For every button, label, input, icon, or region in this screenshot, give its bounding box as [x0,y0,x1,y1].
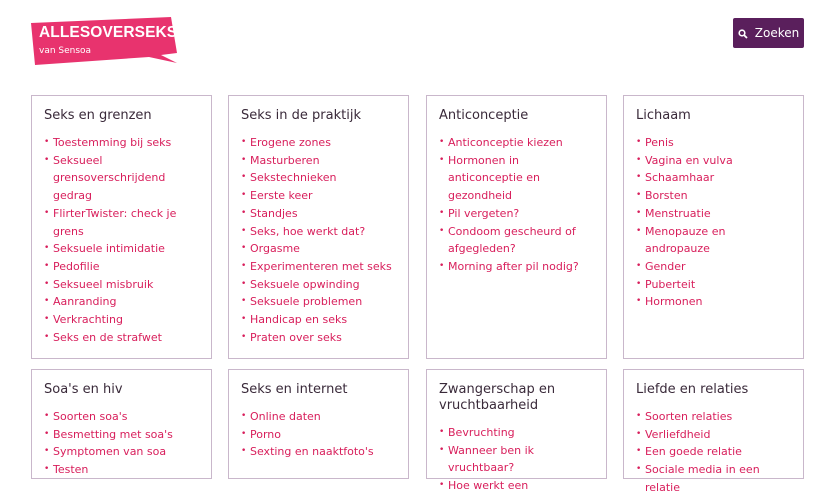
search-button-label: Zoeken [754,26,800,40]
category-link-list [32,398,211,479]
category-link[interactable]: Bevruchting [448,426,515,439]
category-link[interactable]: Orgasme [250,242,300,256]
category-link-item [241,134,396,152]
category-link-item [44,134,199,152]
category-link-item [241,169,396,187]
category-title[interactable]: Liefde en relaties [636,382,749,397]
category-link[interactable]: Condoom gescheurd of afgegleden? [448,224,576,256]
category-link-item [44,152,199,205]
category-link-item [44,293,199,311]
category-link[interactable]: Wanneer ben ik vruchtbaar? [448,443,535,475]
category-link[interactable]: Morning after pil nodig? [448,259,579,273]
category-link[interactable]: Toestemming bij seks [53,136,172,149]
category-link[interactable]: Seksueel misbruik [53,277,154,291]
category-link-item [241,329,396,347]
category-card [623,369,804,494]
category-link-item [439,205,594,223]
search-button[interactable] [733,18,804,48]
category-link-item [44,205,199,240]
category-link[interactable]: Symptomen van soa [53,445,167,459]
category-link[interactable]: Seksuele opwinding [250,277,360,291]
category-link[interactable]: Praten over seks [250,330,342,344]
category-link-list [624,398,803,497]
category-link-item [241,293,396,311]
category-link-list [624,124,803,311]
category-link[interactable]: Masturberen [250,153,320,167]
category-link-item [636,293,791,311]
category-link-list [229,124,408,346]
category-card [228,369,409,479]
category-link-item [439,223,594,258]
category-link[interactable]: Seks, hoe werkt dat? [250,224,366,238]
category-link-item [636,258,791,276]
category-link-item [44,329,199,347]
category-link[interactable]: Een goede relatie [645,445,742,459]
category-link-item [636,134,791,152]
category-link[interactable]: Seks en de strafwet [53,330,162,344]
category-link-list [32,124,211,346]
category-link-item [241,408,396,426]
category-title[interactable]: Seks in de praktijk [241,108,361,123]
category-link-item [636,276,791,294]
category-card [426,95,607,359]
category-link[interactable]: Hormonen [645,295,703,309]
category-link-item [636,223,791,258]
category-title[interactable]: Soa's en hiv [44,382,123,397]
category-link-item [241,152,396,170]
category-link-item [241,223,396,241]
category-title[interactable]: Lichaam [636,108,691,123]
category-link-list [229,398,408,461]
category-link[interactable]: Verliefdheid [645,427,711,441]
category-title[interactable]: Seks en grenzen [44,108,152,123]
category-link-item [636,187,791,205]
category-link-item [636,152,791,170]
category-link-item [241,276,396,294]
category-link-list [427,124,606,276]
category-link[interactable]: Sekstechnieken [250,171,337,185]
category-link-item [241,443,396,461]
category-card [623,95,804,359]
category-card [228,95,409,359]
category-link-item [44,461,199,479]
category-link[interactable]: Seksueel grensoverschrijdend gedrag [53,153,166,203]
category-card [31,369,212,479]
category-link-item [241,240,396,258]
category-link[interactable]: Erogene zones [250,136,331,149]
category-link[interactable]: Testen [53,463,89,477]
category-title[interactable]: Anticonceptie [439,108,529,123]
category-link-item [439,258,594,276]
category-link-list [427,414,606,495]
category-link[interactable]: Anticonceptie kiezen [448,136,563,149]
category-link[interactable]: Schaamhaar [645,171,715,185]
category-link-item [439,424,594,442]
category-link[interactable]: Standjes [250,206,298,220]
category-link-item [44,443,199,461]
category-link[interactable]: Soorten soa's [53,410,128,423]
category-link-item [439,442,594,477]
category-link[interactable]: Soorten relaties [645,410,733,423]
category-link-item [439,477,594,495]
category-link-item [44,258,199,276]
category-link-item [439,134,594,152]
category-link-item [636,408,791,426]
category-link[interactable]: Vagina en vulva [645,153,733,167]
category-title[interactable]: Zwangerschap en vruchtbaarheid [439,382,556,413]
category-title[interactable]: Seks en internet [241,382,348,397]
category-link[interactable]: Sexting en naaktfoto's [250,445,374,459]
category-link-item [241,311,396,329]
category-link[interactable]: Menopauze en andropauze [645,224,726,256]
category-link[interactable]: FlirterTwister: check je grens [53,206,177,238]
category-link-item [439,152,594,205]
category-link[interactable]: Experimenteren met seks [250,259,392,273]
category-card [426,369,607,493]
category-link[interactable]: Aanranding [53,295,117,309]
logo-name: ALLESOVERSEKS.BE [39,24,204,41]
category-link[interactable]: Hormonen in anticonceptie en gezondheid [448,153,541,203]
category-link[interactable]: Puberteit [645,277,696,291]
category-link[interactable]: Pil vergeten? [448,206,520,220]
category-link[interactable]: Pedofilie [53,259,100,273]
category-link-item [241,187,396,205]
category-link-item [241,205,396,223]
category-link-item [44,311,199,329]
category-link[interactable]: Menstruatie [645,206,711,220]
category-link-item [241,258,396,276]
category-link[interactable]: Online daten [250,410,321,423]
category-link-item [44,276,199,294]
logo-subtitle: van Sensoa [39,46,92,56]
category-link-item [636,443,791,461]
search-icon [738,28,748,38]
category-link-item [44,408,199,426]
category-link-item [636,426,791,444]
category-link[interactable]: Seksuele intimidatie [53,242,165,256]
site-logo[interactable] [31,17,204,65]
category-link[interactable]: Borsten [645,189,688,203]
category-link[interactable]: Penis [645,136,674,149]
category-link[interactable]: Besmetting met soa's [53,427,173,441]
category-link-item [241,426,396,444]
category-link-item [44,426,199,444]
category-link-item [636,205,791,223]
category-link[interactable]: Handicap en seks [250,313,348,327]
category-link[interactable]: Porno [250,427,282,441]
category-link[interactable]: Eerste keer [250,189,313,203]
category-link[interactable]: Gender [645,259,686,273]
category-link-item [636,461,791,496]
category-link[interactable]: Hoe werkt een [448,479,529,493]
category-link[interactable]: Seksuele problemen [250,295,363,309]
category-link[interactable]: Verkrachting [53,313,123,327]
category-link-item [636,169,791,187]
category-card [31,95,212,359]
category-link[interactable]: Sociale media in een relatie [645,463,760,494]
category-link-item [44,240,199,258]
